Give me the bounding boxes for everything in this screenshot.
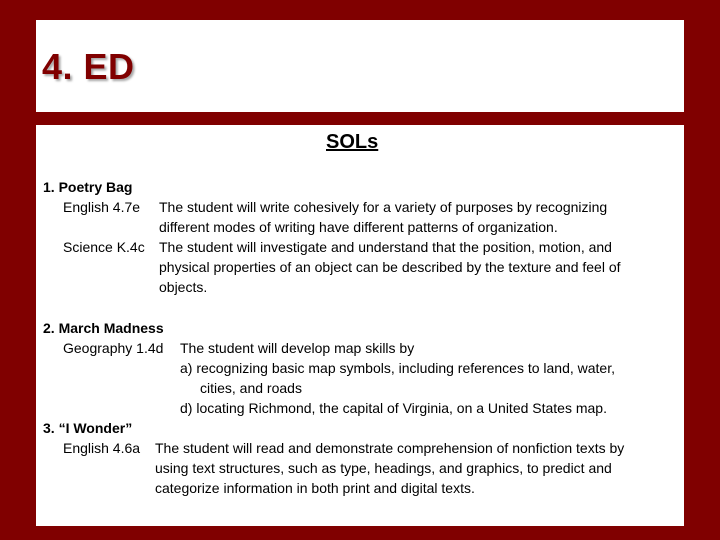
standard-line: different modes of writing have different patterns of organization.	[159, 219, 558, 235]
slide-title: 4. ED	[42, 46, 135, 87]
standard-code: English 4.7e	[63, 199, 141, 215]
standard-entry	[43, 438, 675, 498]
standard-code: English 4.6a	[63, 440, 141, 456]
item-label: 2. March Madness	[43, 320, 164, 336]
standard-entry	[43, 197, 675, 237]
standard-line: The student will investigate and understand that the position, motion, and	[159, 239, 612, 255]
standard-line: using text structures, such as type, headings, and graphics, to predict and	[155, 460, 612, 476]
standard-line: The student will write cohesively for a variety of purposes by recognizing	[159, 199, 608, 215]
standard-code: Geography 1.4d	[63, 340, 164, 356]
standard-line: The student will develop map skills by	[180, 340, 415, 356]
standard-line: cities, and roads	[200, 380, 302, 396]
standard-line: The student will read and demonstrate comprehension of nonfiction texts by	[155, 440, 625, 456]
standard-line: objects.	[159, 279, 208, 295]
sols-heading: SOLs	[326, 131, 379, 153]
standard-entry	[43, 338, 675, 418]
item-label: 1. Poetry Bag	[43, 179, 133, 195]
standard-entry	[43, 237, 675, 297]
standard-line: d) locating Richmond, the capital of Virginia, on a United States map.	[180, 400, 607, 416]
item-label: 3. “I Wonder”	[43, 420, 133, 436]
standard-code: Science K.4c	[63, 239, 145, 255]
standard-line: physical properties of an object can be described by the texture and feel of	[159, 259, 621, 275]
content-panel	[36, 125, 684, 526]
title-panel	[36, 20, 684, 112]
standard-line: a) recognizing basic map symbols, including references to land, water,	[180, 360, 615, 376]
standard-line: categorize information in both print and digital texts.	[155, 480, 475, 496]
sols-list	[43, 177, 675, 498]
